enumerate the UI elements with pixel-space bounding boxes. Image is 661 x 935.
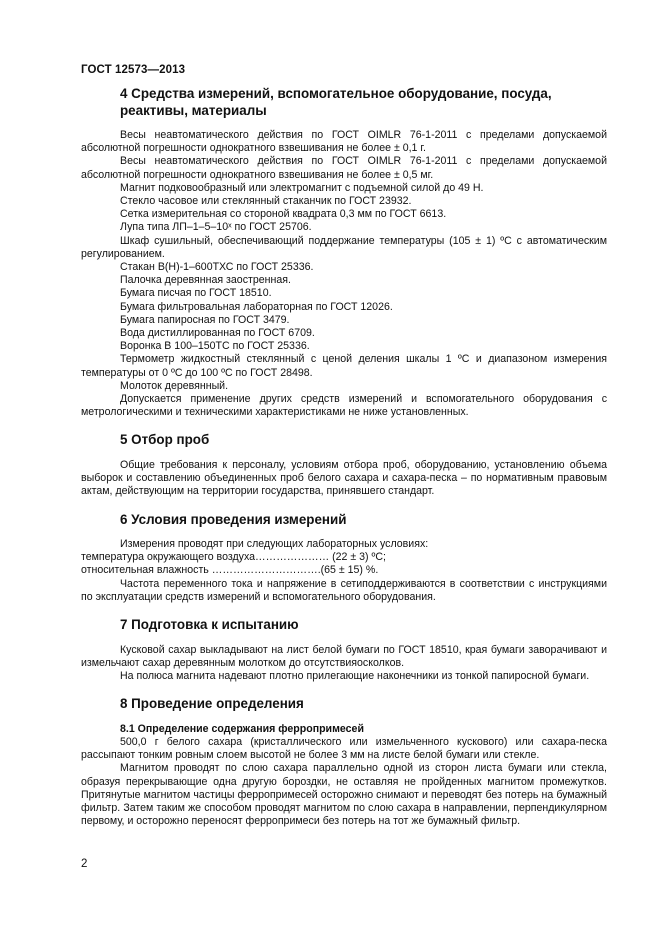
paragraph: Воронка В 100–150ТС по ГОСТ 25336. <box>120 340 310 353</box>
section-7-title: 7 Подготовка к испытанию <box>120 617 299 633</box>
document-header: ГОСТ 12573—2013 <box>81 64 186 76</box>
paragraph: относительная влажность ………………………….(65 ± 15) %. <box>81 564 379 577</box>
paragraph: Весы неавтоматического действия по ГОСТ OIMLR 76-1-2011 с пределами допускаемой абсолютной погрешности однократного взвешивания не более ± 0,5 мг. <box>81 155 607 181</box>
paragraph: Шкаф сушильный, обеспечивающий поддержание температуры (105 ± 1) ºС с автоматическим регулированием. <box>81 234 607 260</box>
paragraph: 500,0 г белого сахара (кристаллического или измельченного кускового) или сахара-песка рассыпают тонким ровным слоем высотой не более 3 мм на листе белой бумаги или стекле. <box>81 735 607 762</box>
paragraph: Бумага писчая по ГОСТ 18510. <box>120 287 272 300</box>
paragraph: Стекло часовое или стеклянный стаканчик по ГОСТ 23932. <box>120 195 412 208</box>
paragraph: Молоток деревянный. <box>120 379 229 392</box>
paragraph: Сетка измерительная со стороной квадрата 0,3 мм по ГОСТ 6613. <box>120 208 447 221</box>
subsection-8-1-title: 8.1 Определение содержания ферропримесей <box>120 722 364 735</box>
paragraph: На полюса магнита надевают плотно прилегающие наконечники из тонкой папиросной бумаги. <box>120 670 590 682</box>
section-5-title: 5 Отбор проб <box>120 432 210 448</box>
paragraph: Магнитом проводят по слою сахара параллельно одной из сторон листа бумаги или стекла, образуя перекрывающие одна другую бороздки, не оставляя не пройденных магнитом промежутков. Притянутые магнитом частицы ферропримесей осторожно снимают и переводят без потерь на бумажный фильтр. Затем таким же способом проводят магнитом по слою сахара в направлении, перпендикулярном первому, и осторожно переносят ферропримеси без потерь на тот же бумажный фильтр. <box>81 762 607 828</box>
paragraph: Кусковой сахар выкладывают на лист белой бумаги по ГОСТ 18510, края бумаги заворачивают и измельчают сахар деревянным молотком до отсутствияосколков. <box>81 643 607 669</box>
paragraph: Допускается применение других средств измерений и вспомогательного оборудования с метрологическими и техническими характеристиками не ниже установленных. <box>81 393 607 419</box>
paragraph: Бумага фильтровальная лабораторная по ГОСТ 12026. <box>120 300 393 313</box>
paragraph: Термометр жидкостный стеклянный с ценой деления шкалы 1 ºС и диапазоном измерения температуры от 0 ºС до 100 ºС по ГОСТ 28498. <box>81 353 607 379</box>
paragraph: Палочка деревянная заостренная. <box>120 274 291 287</box>
document-body <box>81 86 607 828</box>
paragraph: Лупа типа ЛП–1–5–10ˣ по ГОСТ 25706. <box>120 221 312 234</box>
section-6-title: 6 Условия проведения измерений <box>120 511 347 527</box>
paragraph: Весы неавтоматического действия по ГОСТ OIMLR 76-1-2011 с пределами допускаемой абсолютной погрешности однократного взвешивания не более ± 0,1 г. <box>81 129 607 155</box>
paragraph: Частота переменного тока и напряжение в сетиподдерживаются в соответствии с инструкциями по эксплуатации средств измерений и вспомогательного оборудования. <box>81 577 607 603</box>
section-8-title: 8 Проведение определения <box>120 696 304 712</box>
paragraph: Стакан В(Н)-1–600ТХС по ГОСТ 25336. <box>120 261 314 274</box>
paragraph: Общие требования к персоналу, условиям отбора проб, оборудованию, установлению объема выборок и составлению объединенных проб белого сахара и сахара-песка – по нормативным правовым актам, действующим на территории государства, принявшего стандарт. <box>81 458 607 498</box>
section-4-title: 4 Средства измерений, вспомогательное оборудование, посуда, реактивы, материалы <box>120 86 552 118</box>
paragraph: Магнит подковообразный или электромагнит с подъемной силой до 49 Н. <box>120 181 484 194</box>
page-number: 2 <box>81 858 88 870</box>
paragraph: Бумага папиросная по ГОСТ 3479. <box>120 313 290 326</box>
paragraph: Вода дистиллированная по ГОСТ 6709. <box>120 327 315 340</box>
paragraph: Измерения проводят при следующих лабораторных условиях: <box>120 538 429 551</box>
paragraph: температура окружающего воздуха………………… (22 ± 3) ºС; <box>81 551 386 564</box>
